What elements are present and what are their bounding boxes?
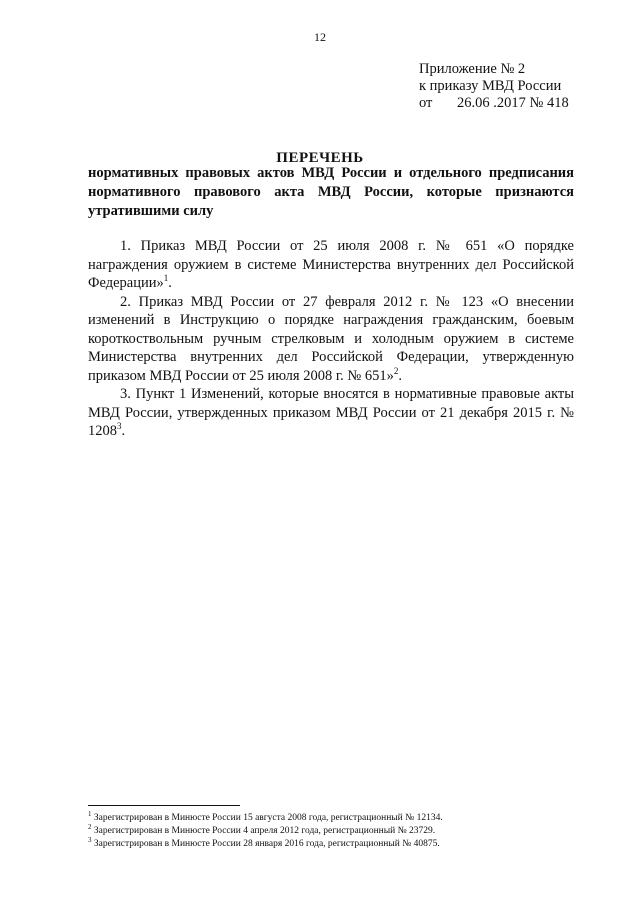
footnote-text: Зарегистрирован в Минюсте России 28 января 2016 года, регистрационный № 40875. bbox=[93, 839, 440, 849]
appendix-header bbox=[419, 61, 569, 112]
list-item-text: 1. Приказ МВД России от 25 июля 2008 г. № 651 «О порядке награждения оружием в системе Министерства внутренних дел Российской Федерации» bbox=[88, 238, 574, 291]
footnote-divider bbox=[88, 805, 240, 806]
footnote-text: Зарегистрирован в Минюсте России 4 апреля 2012 года, регистрационный № 23729. bbox=[93, 826, 436, 836]
footnote-number: 3 bbox=[88, 835, 92, 844]
page-number: 12 bbox=[314, 30, 326, 44]
list-item-text: 3. Пункт 1 Изменений, которые вносятся в нормативные правовые акты МВД России, утвержденных приказом МВД России от 21 декабря 2015 г. № 1208 bbox=[88, 386, 574, 439]
footnote bbox=[88, 809, 574, 825]
appendix-order-ref: к приказу МВД России bbox=[419, 78, 562, 94]
list-item-end: . bbox=[121, 423, 126, 439]
footnote-ref: 3 bbox=[117, 421, 122, 432]
list-item-end: . bbox=[168, 275, 172, 291]
list-item bbox=[88, 293, 574, 386]
footnote bbox=[88, 822, 574, 838]
document-body bbox=[88, 237, 574, 441]
list-item-text: 2. Приказ МВД России от 27 февраля 2012 г. № 123 «О внесении изменений в Инструкцию о порядке награждения гражданским, боевым короткоствольным ручным стрелковым и холодным оружием в системе Министерства внутренних дел Российской Федерации, утвержденную приказом МВД России от 25 июля 2008 г. № 651» bbox=[88, 293, 574, 384]
list-item bbox=[88, 385, 574, 441]
document-title: ПЕРЕЧЕНЬ bbox=[276, 150, 364, 166]
list-item-end: . bbox=[398, 367, 402, 384]
footnote bbox=[88, 835, 574, 851]
appendix-order-date bbox=[419, 95, 569, 112]
footnote-ref: 1 bbox=[163, 273, 169, 284]
appendix-number: Приложение № 2 bbox=[419, 61, 526, 77]
footnotes bbox=[88, 809, 574, 851]
footnote-ref: 2 bbox=[393, 365, 399, 376]
footnote-number: 1 bbox=[88, 809, 92, 818]
document-subtitle: нормативных правовых актов МВД России и отдельного предписания нормативного правового акта МВД России, которые признаются утратившими силу bbox=[88, 165, 574, 219]
appendix-from-prefix: от bbox=[419, 95, 433, 111]
footnote-number: 2 bbox=[88, 822, 92, 831]
list-item bbox=[88, 237, 574, 293]
appendix-from-value: 26.06 .2017 № 418 bbox=[457, 95, 569, 111]
footnote-text: Зарегистрирован в Минюсте России 15 августа 2008 года, регистрационный № 12134. bbox=[93, 813, 443, 823]
